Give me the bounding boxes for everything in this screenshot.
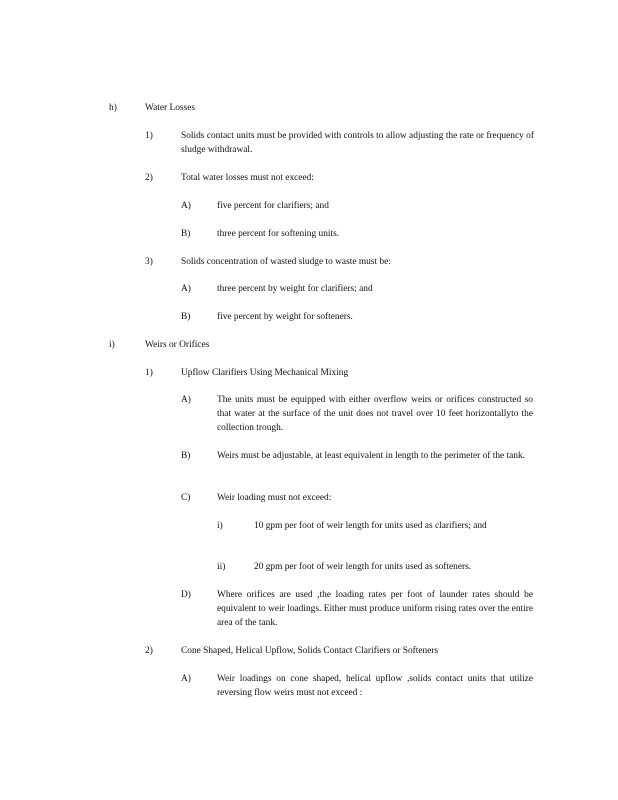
h-item-1-label: 1) <box>145 131 153 141</box>
h-item-1-text: Solids contact units must be provided with controls to allow adjusting the rate or frequency of sludge withdrawal. <box>181 131 534 155</box>
section-h-title: Water Losses <box>145 103 196 113</box>
i-item-1-text: Upflow Clarifiers Using Mechanical Mixing <box>181 368 349 378</box>
i-item-1-A-text: The units must be equipped with either overflow weirs or orifices constructed so that water at the surface of the unit does not travel over 10 feet horizontallyto the collection trough. <box>217 395 533 433</box>
i-item-1-B-label: B) <box>181 451 191 461</box>
section-i-label: i) <box>109 340 115 350</box>
i-item-1-C-ii-text: 20 gpm per foot of weir length for units used as softeners. <box>254 562 472 572</box>
i-item-1-A-label: A) <box>181 395 191 405</box>
i-item-1-C-i-text: 10 gpm per foot of weir length for units used as clarifiers; and <box>254 521 487 531</box>
h-item-3-B-label: B) <box>181 312 191 322</box>
h-item-2-label: 2) <box>145 173 153 183</box>
i-item-1-label: 1) <box>145 368 153 378</box>
h-item-3-text: Solids concentration of wasted sludge to waste must be: <box>181 257 391 267</box>
h-item-2-B-label: B) <box>181 229 191 239</box>
i-item-2-text: Cone Shaped, Helical Upflow, Solids Contact Clarifiers or Softeners <box>181 646 439 656</box>
i-item-2-A-label: A) <box>181 674 191 684</box>
i-item-2-label: 2) <box>145 646 153 656</box>
i-item-1-C-label: C) <box>181 493 191 503</box>
i-item-1-D-text: Where orifices are used ,the loading rates per foot of launder rates should be equivalent to weir loadings. Either must produce uniform rising rates over the entire area of the tank. <box>217 590 533 628</box>
h-item-3-A-text: three percent by weight for clarifiers; and <box>217 284 373 294</box>
i-item-1-C-ii-label: ii) <box>217 562 226 572</box>
i-item-2-A-text: Weir loadings on cone shaped, helical upflow ,solids contact units that utilize reversing flow weirs must not exceed : <box>217 674 533 698</box>
i-item-1-C-text: Weir loading must not exceed: <box>217 493 332 503</box>
h-item-3-A-label: A) <box>181 284 191 294</box>
i-item-1-D-label: D) <box>181 590 191 600</box>
h-item-2-A-text: five percent for clarifiers; and <box>217 201 329 211</box>
h-item-2-text: Total water losses must not exceed: <box>181 173 314 183</box>
section-h-label: h) <box>109 103 117 113</box>
h-item-2-B-text: three percent for softening units. <box>217 229 340 239</box>
h-item-3-label: 3) <box>145 257 153 267</box>
i-item-1-B-text: Weirs must be adjustable, at least equivalent in length to the perimeter of the tank. <box>217 451 526 461</box>
section-i-title: Weirs or Orifices <box>145 340 210 350</box>
h-item-2-A-label: A) <box>181 201 191 211</box>
h-item-3-B-text: five percent by weight for softeners. <box>217 312 353 322</box>
i-item-1-C-i-label: i) <box>217 521 223 531</box>
